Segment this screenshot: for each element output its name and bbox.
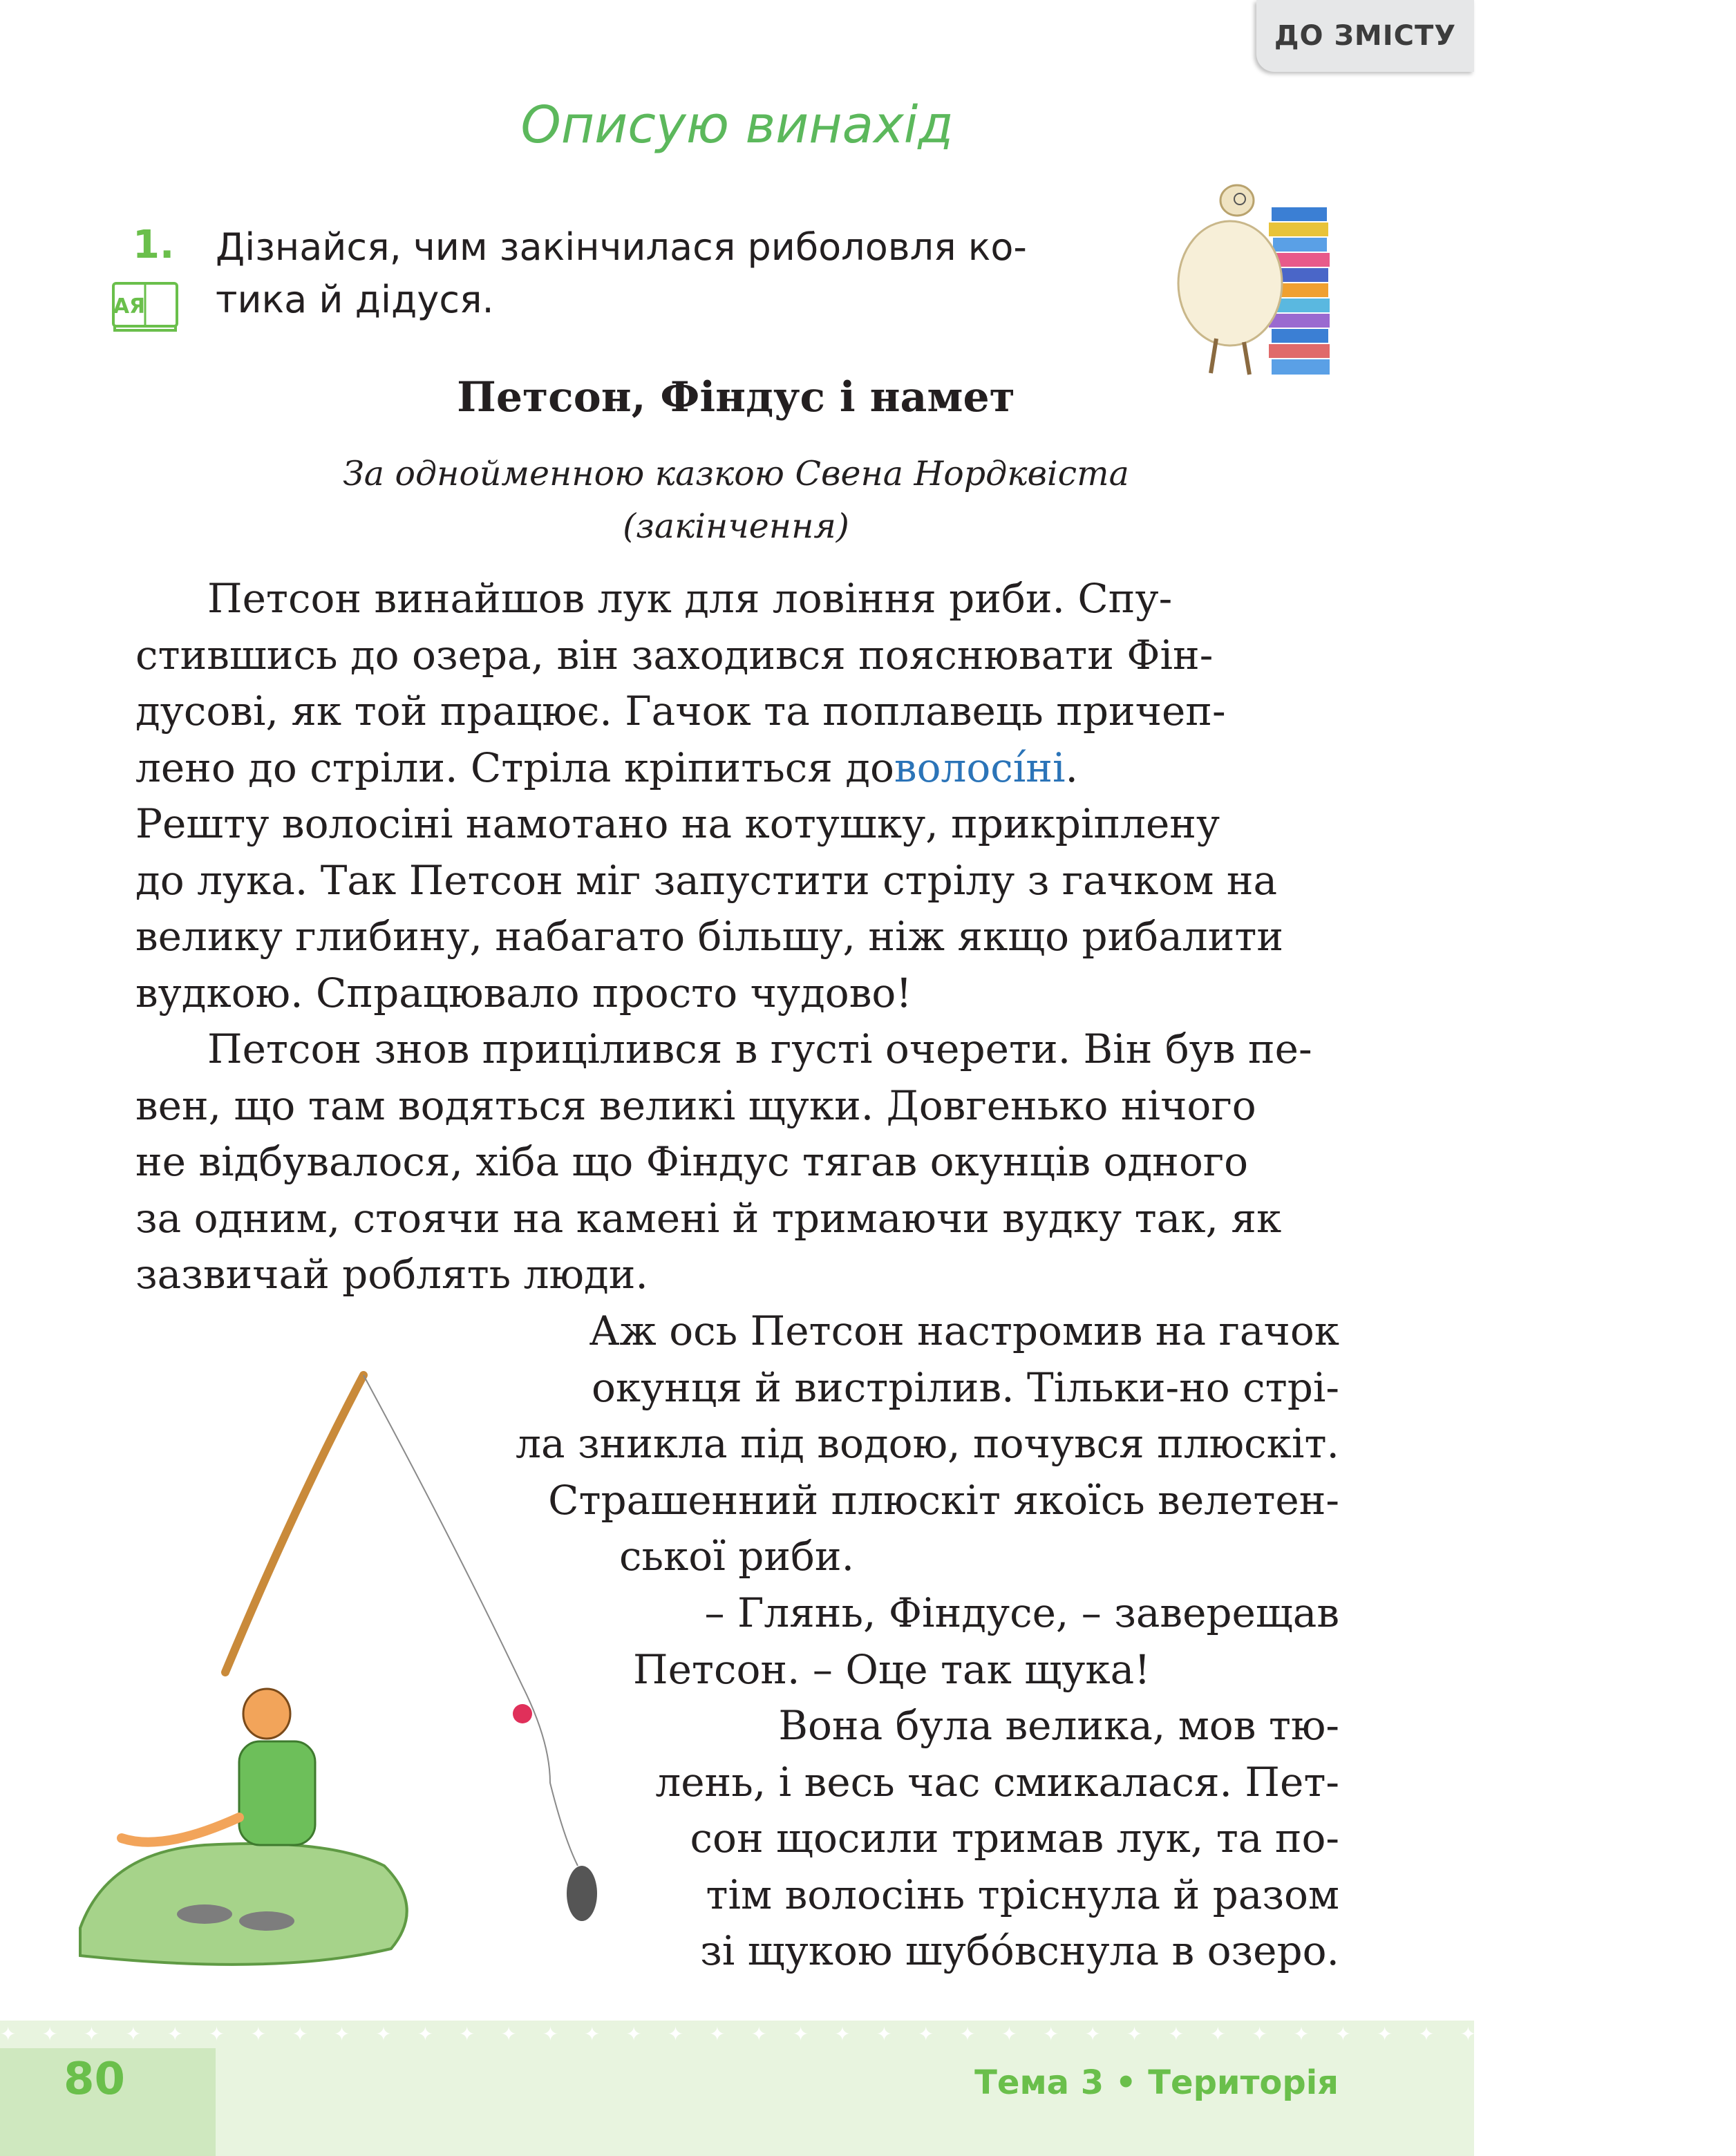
grassy-rock (80, 1844, 407, 1965)
text-line: за одним, стоячи на камені й тримаючи вудку так, як (135, 1194, 1282, 1242)
text-line: зазвичай роблять люди. (135, 1251, 648, 1298)
dictionary-icon (112, 282, 178, 333)
text-line: стившись до озера, він заходився пояснювати Фін- (135, 631, 1214, 679)
story-title: Петсон, Фіндус і намет (457, 373, 1015, 422)
subtitle-line: За однойменною казкою Свена Нордквіста (343, 454, 1129, 493)
text-line: вен, що там водяться великі щуки. Довгенько нічого (135, 1081, 1256, 1129)
cat-tail (122, 1817, 239, 1842)
text-line: Петсон. – Оце так щука! (633, 1645, 1151, 1693)
text-line: Страшенний плюскіт якоїсь велетен- (548, 1476, 1339, 1524)
text-line: ла зникла під водою, почувся плюскіт. (516, 1420, 1339, 1467)
fishing-line (364, 1375, 578, 1866)
text-line: лень, і весь час смикалася. Пет- (655, 1758, 1339, 1806)
task-number: 1. (133, 223, 175, 267)
text-line: окунця й вистрілив. Тільки-но стрі- (592, 1363, 1339, 1411)
text-line: Вона була велика, мов тю- (778, 1702, 1339, 1749)
text-line: до лука. Так Петсон міг запустити стрілу з гачком на (135, 856, 1278, 904)
text-line: сон щосили тримав лук, та по- (690, 1815, 1339, 1862)
cat-overalls (239, 1741, 315, 1845)
text-segment: лено до стріли. Стріла кріпиться до (135, 744, 894, 791)
text-line: не відбувалося, хіба що Фіндус тягав окунців одного (135, 1138, 1249, 1185)
text-line: Решту волосіні намотано на котушку, прикріплену (135, 800, 1220, 847)
text-line: Петсон знов прицілився в густі очерети. Він був пе- (207, 1025, 1312, 1072)
text-line: – Глянь, Фіндусе, – заверещав (704, 1589, 1339, 1636)
text-line: вудкою. Спрацювало просто чудово! (135, 969, 912, 1016)
text-line: зі щукою шубóвснула в озеро. (700, 1927, 1339, 1974)
paragraph-4 (622, 1585, 1339, 1698)
text-line: ської риби. (619, 1533, 855, 1580)
reading-sheep-illustration (1168, 173, 1348, 387)
text-line: Петсон винайшов лук для ловіння риби. Спу- (207, 575, 1173, 622)
topic-label: Тема 3 • Територія (974, 2063, 1339, 2102)
page-number: 80 (64, 2054, 126, 2105)
cat-fishing-illustration (66, 1368, 633, 1976)
text-line: тім волосінь тріснула й разом (706, 1871, 1339, 1918)
text-line: Аж ось Петсон настромив на гачок (589, 1307, 1339, 1354)
text-line (135, 740, 1078, 797)
toc-link-button[interactable]: ДО ЗМІСТУ (1256, 0, 1474, 72)
paragraph-1 (135, 571, 1339, 1021)
text-line: велику глибину, набагато більшу, ніж якщо рибалити (135, 913, 1284, 960)
fish-on-hook (567, 1866, 597, 1921)
caught-fish (239, 1911, 294, 1931)
task-instruction (216, 221, 1135, 326)
story-subtitle (138, 448, 1334, 553)
paragraph-5 (643, 1698, 1339, 1980)
dictionary-icon-letter-a: АЯ (113, 294, 146, 319)
cat-head (243, 1689, 290, 1739)
paragraph-2 (135, 1021, 1339, 1303)
task-line: тика й дідуся. (216, 278, 494, 321)
caught-fish (177, 1904, 232, 1924)
float-bobber (513, 1704, 532, 1723)
text-segment: . (1065, 744, 1078, 791)
footer-ornament: ✦ ✦ ✦ ✦ ✦ ✦ ✦ ✦ ✦ ✦ ✦ ✦ ✦ ✦ ✦ ✦ ✦ ✦ ✦ ✦ ✦ ✦ ✦ ✦ ✦ ✦ ✦ ✦ ✦ ✦ ✦ ✦ ✦ ✦ ✦ ✦ ✦ ✦ ✦ ✦ ✦ ✦ (0, 2023, 1736, 2045)
section-title: Описую винахід (520, 95, 954, 155)
text-line: дусові, як той працює. Гачок та поплавець причеп- (135, 688, 1226, 735)
task-line: Дізнайся, чим закінчилася риболовля ко- (216, 225, 1027, 269)
subtitle-line: (закінчення) (623, 507, 849, 546)
fishing-rod (225, 1375, 364, 1672)
glossary-word-link[interactable]: волосíні (894, 744, 1066, 791)
